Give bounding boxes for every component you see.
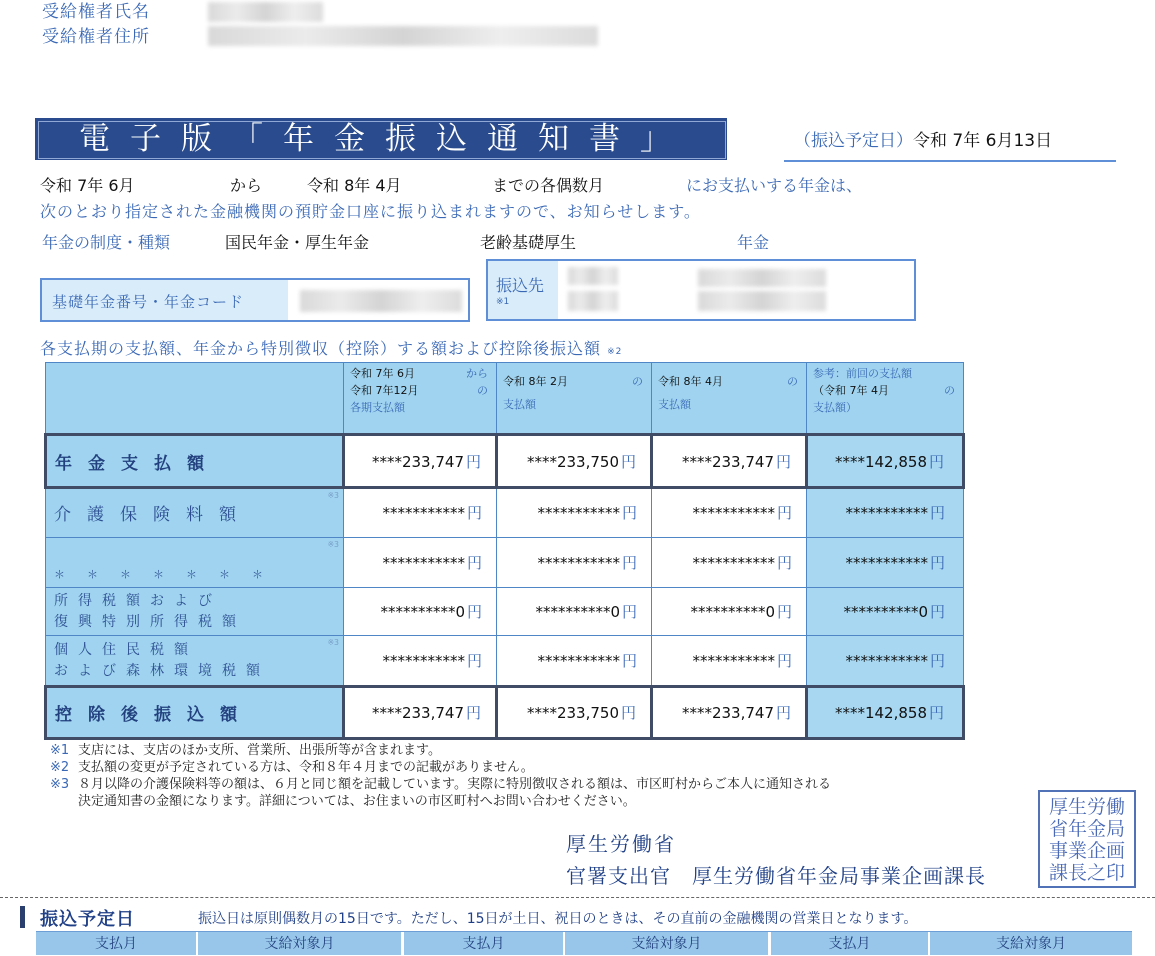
header-1-line2: 令和 7年12月 [350,384,419,397]
reference-cell [807,435,964,487]
amount: ****233,747 [371,703,464,722]
footnotes [50,742,831,810]
value-cell [652,636,807,686]
row-note: ※3 [327,490,339,500]
yen-unit: 円 [775,452,791,471]
yen-unit: 円 [621,652,637,671]
transfer-date-label: （振込予定日） [794,131,913,151]
row-label-resident-tax [46,636,344,686]
yen-unit: 円 [928,452,944,471]
reference-cell [807,686,964,738]
redacted-pension-number [300,290,462,312]
redacted-address [208,26,598,46]
value-cell [497,487,652,537]
row-label-line-1: 所得税額および [54,592,222,609]
value-cell [497,636,652,686]
period-start: 令和 7年 6月 [40,176,135,195]
issuer-ministry: 厚生労働省 [566,832,676,856]
schedule-table-header [36,931,1132,955]
footnote-mark: ※3 [50,777,70,792]
value-cell [497,588,652,636]
redacted-bank-3 [698,269,826,287]
reference-cell [807,588,964,636]
transfer-date-value: 令和 7年 6月13日 [913,131,1053,151]
amount: **********0 [843,603,928,622]
footnote-mark: ※1 [50,743,70,758]
footnote-text: 支払額の変更が予定されている方は、令和８年４月までの記載がありません。 [78,760,534,775]
col-target-month: 支給対象月 [563,932,768,955]
amount: *********** [537,504,620,523]
col-pay-month: 支払月 [768,932,928,955]
table-title [40,336,622,359]
col-target-month: 支給対象月 [928,932,1132,955]
value-cell [652,487,807,537]
header-1-line1-suffix: から [466,367,488,380]
yen-unit: 円 [466,652,482,671]
table-row [46,686,964,738]
reference-cell [807,487,964,537]
value-cell [344,435,497,487]
row-label-line-1: 個人住民税額 [54,641,198,658]
value-cell [344,686,497,738]
yen-unit: 円 [620,703,636,722]
table-row [46,636,964,686]
row-label-text: ＊＊＊＊＊＊＊ [54,567,285,581]
amount: ****233,747 [371,452,464,471]
amount: ****233,747 [681,452,774,471]
header-3-line2: 支払額 [658,398,691,411]
header-2-line1-suffix: の [632,375,643,388]
period-from: から [230,176,263,195]
transfer-date [794,126,1052,151]
yen-unit: 円 [776,554,792,573]
redacted-bank-1 [568,267,618,285]
amount: *********** [692,652,775,671]
amount: ****233,750 [526,452,619,471]
yen-unit: 円 [929,603,945,622]
header-4-line3: 支払額） [813,401,857,414]
reference-cell [807,636,964,686]
payment-table [44,362,965,740]
table-row [46,588,964,636]
redacted-bank-2 [568,291,618,311]
row-label-text: 介護保険料額 [54,505,252,526]
amount: ****233,747 [681,703,774,722]
pension-type-label: 年金の制度・種類 [42,233,171,252]
footnote-text: ８月以降の介護保険料等の額は、６月と同じ額を記載しています。実際に特別徴収される額は、市区町村からご本人に通知される [78,777,831,792]
col-target-month: 支給対象月 [196,932,401,955]
value-cell [652,588,807,636]
official-seal: 厚生労働省年金局事業企画課長之印 [1038,790,1136,888]
row-label-net-transfer [46,686,344,738]
footnote-mark: ※2 [50,760,70,775]
redacted-bank-4 [698,291,826,311]
amount: *********** [537,652,620,671]
bank-label: 振込先 [496,276,545,295]
header-4-line1: 参考：前回の支払額 [813,367,912,380]
header-1-line1: 令和 7年 6月 [350,367,415,380]
amount: ****142,858 [834,452,927,471]
amount: **********0 [535,603,620,622]
value-cell [344,537,497,587]
yen-unit: 円 [929,504,945,523]
row-label-text: 年金支払額 [55,453,220,474]
pension-kind: 老齢基礎厚生 [480,233,577,252]
amount: **********0 [380,603,465,622]
footnote-text: 支店には、支店のほか支所、営業所、出張所等が含まれます。 [78,743,441,758]
amount: ****142,858 [834,703,927,722]
header-1-line3: 各期支払額 [350,401,405,414]
header-3-line1: 令和 8年 4月 [658,375,723,388]
table-title-text: 各支払期の支払額、年金から特別徴収（控除）する額および控除後振込額 [40,339,602,358]
transfer-date-underline [784,160,1116,162]
table-title-note: ※2 [607,347,623,357]
footnote [50,793,831,810]
schedule-title: 振込予定日 [40,909,135,930]
amount: *********** [845,652,928,671]
table-row [46,435,964,487]
table-row [46,537,964,587]
amount: ****233,750 [526,703,619,722]
col-pay-month: 支払月 [401,932,563,955]
table-row [46,487,964,537]
yen-unit: 円 [466,554,482,573]
row-label-care-insurance [46,487,344,537]
table-header-row [46,363,964,435]
amount: *********** [537,554,620,573]
value-cell [344,487,497,537]
header-2-line1: 令和 8年 2月 [503,375,568,388]
value-cell [497,537,652,587]
header-3-line1-suffix: の [787,375,798,388]
reference-cell [807,537,964,587]
header-period-2 [497,363,652,435]
row-label-income-tax [46,588,344,636]
amount: *********** [692,554,775,573]
yen-unit: 円 [620,452,636,471]
yen-unit: 円 [775,703,791,722]
amount: *********** [845,554,928,573]
period-until: までの各偶数月 [492,176,605,195]
redacted-name [208,2,323,22]
intro-line-2: 次のとおり指定された金融機関の預貯金口座に振り込まれますので、お知らせします。 [40,202,701,221]
header-period-1 [344,363,497,435]
value-cell [344,636,497,686]
amount: *********** [845,504,928,523]
row-label-line-2: および森林環境税額 [54,662,270,679]
header-reference [807,363,964,435]
yen-unit: 円 [621,603,637,622]
cut-line [0,897,1155,898]
document-title-banner: 電子版「年金振込通知書」 [35,118,727,160]
footnote [50,776,831,793]
yen-unit: 円 [928,703,944,722]
amount: *********** [382,554,465,573]
yen-unit: 円 [621,554,637,573]
pension-number-box [40,278,470,322]
recipient-name-label: 受給権者氏名 [42,2,150,22]
recipient-address-label: 受給権者住所 [42,27,150,47]
yen-unit: 円 [776,652,792,671]
row-note: ※3 [327,638,339,648]
value-cell [497,686,652,738]
pension-number-label: 基礎年金番号・年金コード [52,293,245,311]
value-cell [344,588,497,636]
value-cell [652,537,807,587]
value-cell [497,435,652,487]
amount: *********** [382,652,465,671]
row-label-text [46,591,343,633]
amount: *********** [382,504,465,523]
header-corner [46,363,344,435]
yen-unit: 円 [776,603,792,622]
pension-system: 国民年金・厚生年金 [225,233,370,252]
pension-suffix: 年金 [737,233,770,252]
row-label-text: 控除後振込額 [55,704,253,725]
yen-unit: 円 [776,504,792,523]
bank-account-box [486,259,916,321]
issuer-officer: 官署支出官 厚生労働省年金局事業企画課長 [566,864,986,888]
header-4-line2: （令和 7年 4月 [813,384,889,397]
footnote-text: 決定通知書の金額になります。詳細については、お住まいの市区町村へお問い合わせください。 [78,794,636,809]
row-note: ※3 [327,539,339,549]
row-label-pension-payment [46,435,344,487]
row-label-masked [46,537,344,587]
pay-text: にお支払いする年金は、 [686,176,863,195]
row-label-text [46,640,270,682]
row-label-line-2: 復興特別所得税額 [54,613,246,630]
yen-unit: 円 [465,703,481,722]
header-1-line2-suffix: の [477,384,488,397]
amount: **********0 [690,603,775,622]
amount: *********** [692,504,775,523]
header-2-line2: 支払額 [503,398,536,411]
footnote [50,742,831,759]
yen-unit: 円 [466,603,482,622]
value-cell [652,435,807,487]
header-4-line2-suffix: の [944,384,955,397]
col-pay-month: 支払月 [95,936,137,952]
value-cell [652,686,807,738]
bank-note: ※1 [496,297,510,307]
yen-unit: 円 [465,452,481,471]
header-period-3 [652,363,807,435]
yen-unit: 円 [466,504,482,523]
banner-frame [38,121,726,159]
yen-unit: 円 [621,504,637,523]
schedule-marker [20,906,25,928]
yen-unit: 円 [929,554,945,573]
footnote [50,759,831,776]
yen-unit: 円 [929,652,945,671]
schedule-description: 振込日は原則偶数月の15日です。ただし、15日が土日、祝日のときは、その直前の金融機関の営業日となります。 [198,911,918,927]
period-end: 令和 8年 4月 [307,176,402,195]
